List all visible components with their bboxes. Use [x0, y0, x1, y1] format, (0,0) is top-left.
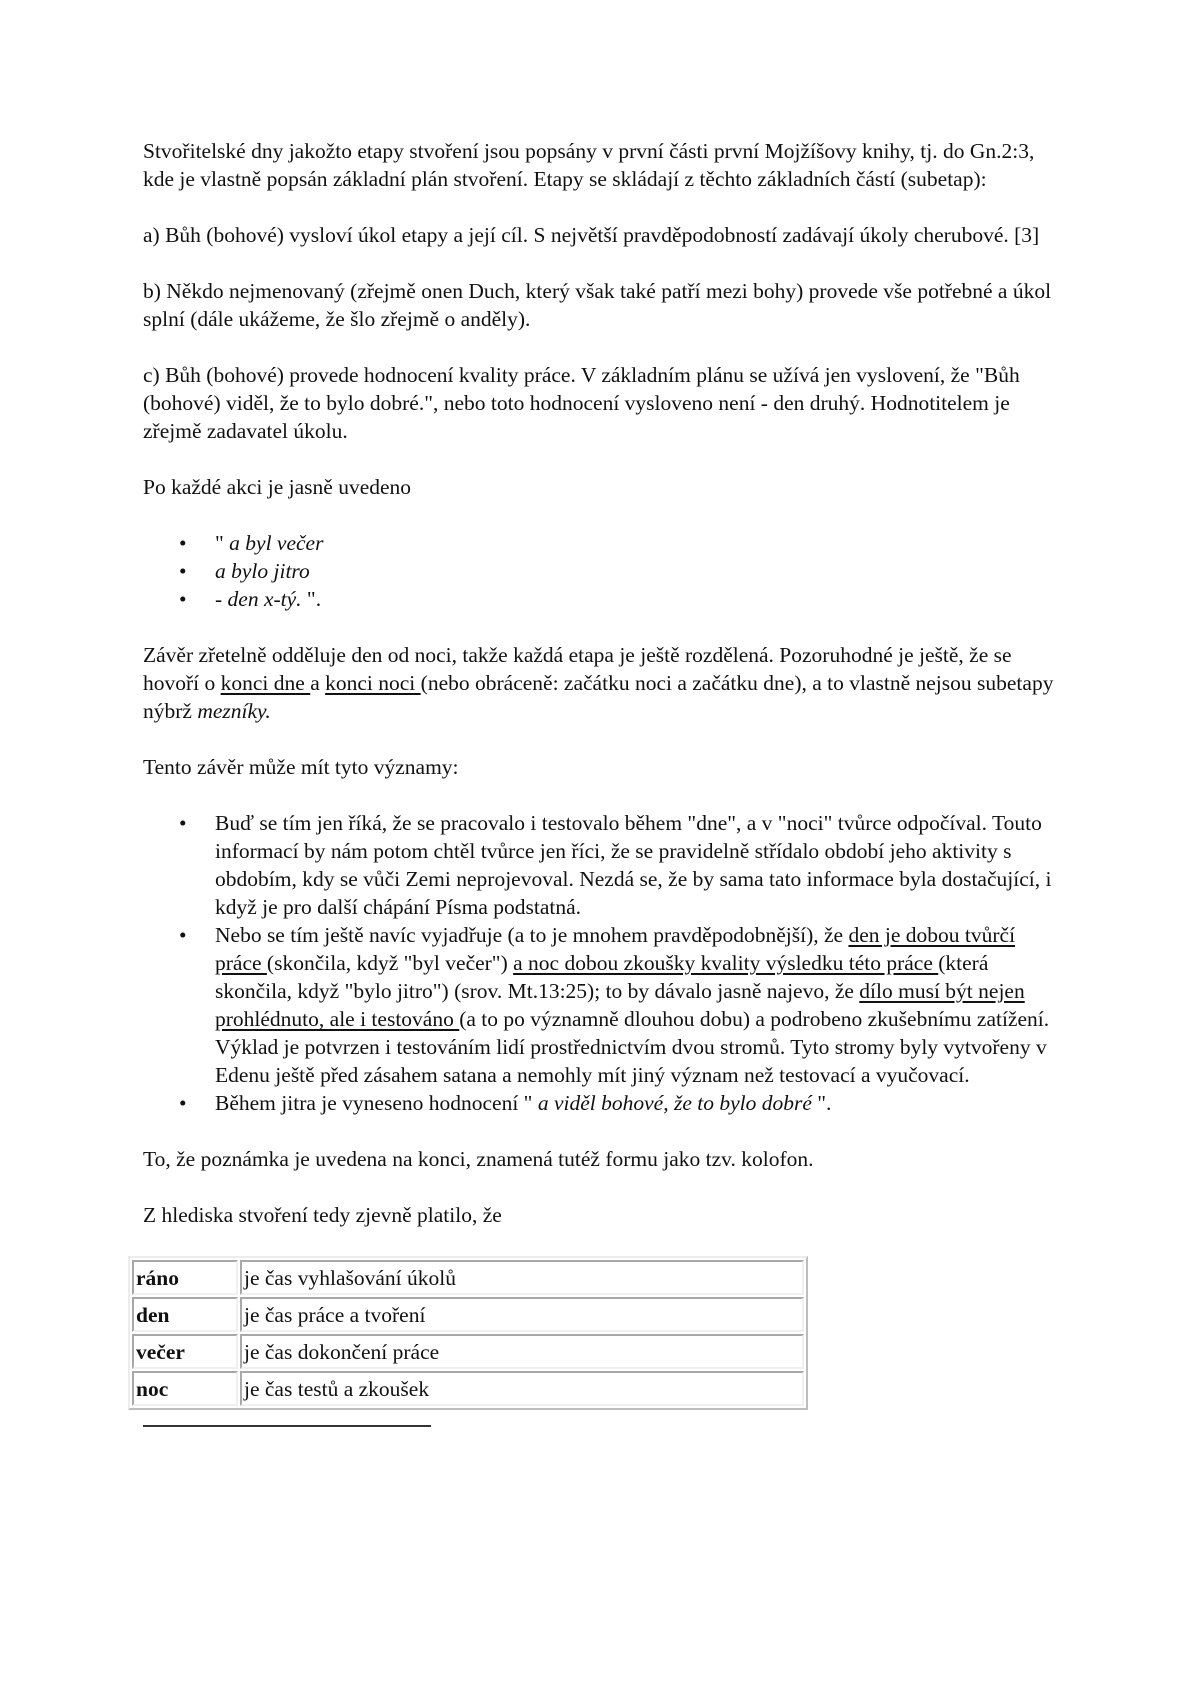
creation-view-paragraph: Z hlediska stvoření tedy zjevně platilo, že — [143, 1203, 502, 1227]
underlined-phrase: den je dobou tvůrčí práce — [215, 923, 1016, 975]
meanings-intro: Tento závěr může mít tyto významy: — [143, 755, 459, 779]
conclusion-paragraph: Závěr zřetelně odděluje den od noci, takže každá etapa je ještě rozdělená. Pozoruhodné je ještě, že se hovoří o konci dne a konci noci (nebo obráceně: začátku noci a začátku dne), a to vlastně nejsou subetapy nýbrž mezníky. — [143, 643, 1054, 723]
bullet-icon: • — [179, 587, 187, 611]
intro-paragraph: Stvořitelské dny jakožto etapy stvoření jsou popsány v první části první Mojžíšovy knihy, tj. do Gn.2:3, kde je vlastně popsán základní plán stvoření. Etapy se skládají z těchto základních částí (subetap): — [143, 139, 1035, 191]
table-row — [132, 1371, 804, 1406]
list-item: • Nebo se tím ještě navíc vyjadřuje (a to je mnohem pravděpodobnější), že den je dobou tvůrčí práce (skončila, když "byl večer") a noc dobou zkoušky kvality výsledku této práce (která skončila, když "bylo jitro") (srov. Mt.13:25); to by dávalo jasně najevo, že dílo musí být nejen prohlédnuto, ale i testováno (a to po významně dlouhou dobu) a podrobeno zkušebnímu zatížení. Výklad je potvrzen i testováním lidí prostřednictvím dvou stromů. Tyto stromy byly vytvořeny v Edenu ještě před zásahem satana a nemohly mít jiný význam než testovací a vyučovací. — [179, 923, 1050, 1087]
step-c-paragraph: c) Bůh (bohové) provede hodnocení kvality práce. V základním plánu se užívá jen vyslovení, že "Bůh (bohové) viděl, že to bylo dobré.", nebo toto hodnocení vysloveno není - den druhý. Hodnotitelem je zřejmě zadavatel úkolu. — [143, 363, 1020, 443]
step-a-paragraph: a) Bůh (bohové) vysloví úkol etapy a její cíl. S největší pravděpodobností zadávají úkoly cherubové. [3] — [143, 223, 1040, 247]
term-cell: večer — [132, 1334, 238, 1369]
colophon-paragraph: To, že poznámka je uvedena na konci, znamená tutéž formu jako tzv. kolofon. — [143, 1147, 814, 1171]
table-row — [132, 1260, 804, 1295]
underlined-phrase: dílo musí být nejen prohlédnuto, ale i testováno — [215, 979, 1025, 1031]
after-action-paragraph: Po každé akci je jasně uvedeno — [143, 475, 412, 499]
definition-cell: je čas práce a tvoření — [240, 1297, 804, 1332]
table-row — [132, 1297, 804, 1332]
underlined-phrase: a noc dobou zkoušky kvality výsledku této práce — [513, 951, 939, 975]
definition-table — [128, 1256, 808, 1410]
definition-cell: je čas vyhlašování úkolů — [240, 1260, 804, 1295]
term-cell: ráno — [132, 1260, 238, 1295]
definition-cell: je čas testů a zkoušek — [240, 1371, 804, 1406]
bullet-icon: • — [179, 1091, 187, 1115]
term-cell: noc — [132, 1371, 238, 1406]
list-item: • a bylo jitro — [179, 559, 310, 583]
underlined-phrase: konci noci — [325, 671, 421, 695]
document-page — [136, 137, 1063, 1427]
footnote-separator — [143, 1425, 431, 1427]
definition-cell: je čas dokončení práce — [240, 1334, 804, 1369]
list-item: • - den x-tý. ". — [179, 587, 322, 611]
bullet-icon: • — [179, 559, 187, 583]
list-item: • " a byl večer — [179, 531, 324, 555]
meanings-list — [143, 809, 1063, 1117]
table-row — [132, 1334, 804, 1369]
step-b-paragraph: b) Někdo nejmenovaný (zřejmě onen Duch, který však také patří mezi bohy) provede vše potřebné a úkol splní (dále ukážeme, že šlo zřejmě o anděly). — [143, 279, 1052, 331]
refrain-list — [143, 529, 1063, 613]
underlined-phrase: konci dne — [220, 671, 311, 695]
list-item: • Buď se tím jen říká, že se pracovalo i testovalo během "dne", a v "noci" tvůrce odpočíval. Touto informací by nám potom chtěl tvůrce jen říci, že se pravidelně střídalo období jeho aktivity s obdobím, kdy se vůči Zemi neprojevoval. Nezdá se, že by sama tato informace byla dostačující, i když je pro další chápání Písma podstatná. — [179, 811, 1052, 919]
bullet-icon: • — [179, 811, 187, 835]
bullet-icon: • — [179, 923, 187, 947]
list-item: • Během jitra je vyneseno hodnocení " a viděl bohové, že to bylo dobré ". — [179, 1091, 832, 1115]
bullet-icon: • — [179, 531, 187, 555]
term-cell: den — [132, 1297, 238, 1332]
